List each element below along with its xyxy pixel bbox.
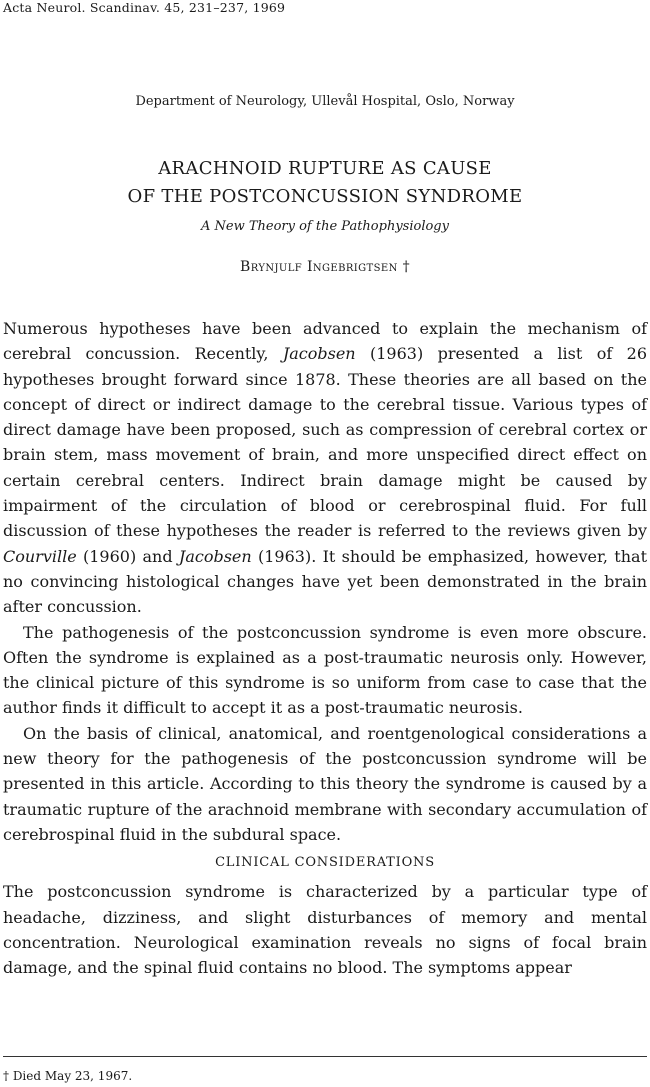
paragraph-1	[3, 316, 647, 620]
citation-courville: Courville	[3, 546, 77, 566]
citation-jacobsen-2: Jacobsen	[178, 546, 252, 566]
footnote: † Died May 23, 1967.	[3, 1069, 133, 1083]
paragraph-4: The postconcussion syndrome is characterized by a particular type of headache, dizziness, and slight disturbances of memory and mental concentration. Neurological examination reveals no signs of focal brain damage, and the spinal fluid contains no blood. The symptoms appear	[3, 882, 647, 978]
journal-reference: Acta Neurol. Scandinav. 45, 231–237, 1969	[3, 0, 286, 15]
article-body	[3, 316, 647, 980]
section-heading: CLINICAL CONSIDERATIONS	[215, 855, 435, 871]
title-line-2: OF THE POSTCONCUSSION SYNDROME	[127, 186, 523, 207]
paragraph-1-text-b: (1963) presented a list of 26 hypotheses brought forward since 1878. These theories are all based on the concept of direct or indirect damage to the cerebral tissue. Various types of direct damage have been proposed, such as compression of cerebral cortex or brain stem, mass movement of brain, and more unspecified direct effect on certain cerebral centers. Indirect brain damage might be caused by impairment of the circulation of blood or cerebrospinal fluid. For full discussion of these hypotheses the reader is referred to the reviews given by	[3, 344, 647, 541]
author-name: Brynjulf Ingebrigtsen †	[240, 259, 410, 275]
department-affiliation: Department of Neurology, Ullevål Hospital, Oslo, Norway	[135, 94, 515, 109]
footnote-divider	[3, 1056, 647, 1057]
paragraph-1-text-a: Numerous hypotheses have been advanced to explain the mechanism of cerebral concussion. Recently,	[3, 319, 647, 364]
article-subtitle: A New Theory of the Pathophysiology	[201, 219, 449, 234]
paragraph-2: The pathogenesis of the postconcussion syndrome is even more obscure. Often the syndrome is explained as a post-traumatic neurosis only. However, the clinical picture of this syndrome is so uniform from case to case that the author finds it difficult to accept it as a post-traumatic neurosis.	[3, 622, 647, 718]
citation-jacobsen-1: Jacobsen	[282, 344, 356, 364]
article-title	[0, 155, 650, 211]
paragraph-1-text-c: (1960) and	[76, 546, 179, 566]
paragraph-3: On the basis of clinical, anatomical, and roentgenological considerations a new theory for the pathogenesis of the postconcussion syndrome will be presented in this article. According to this theory the syndrome is caused by a traumatic rupture of the arachnoid membrane with secondary accumulation of cerebrospinal fluid in the subdural space.	[3, 723, 647, 844]
paragraph-1-text-d: (1963). It should be emphasized, however, that no convincing histological changes have yet been demonstrated in the brain after concussion.	[3, 546, 648, 617]
title-line-1: ARACHNOID RUPTURE AS CAUSE	[158, 158, 492, 179]
